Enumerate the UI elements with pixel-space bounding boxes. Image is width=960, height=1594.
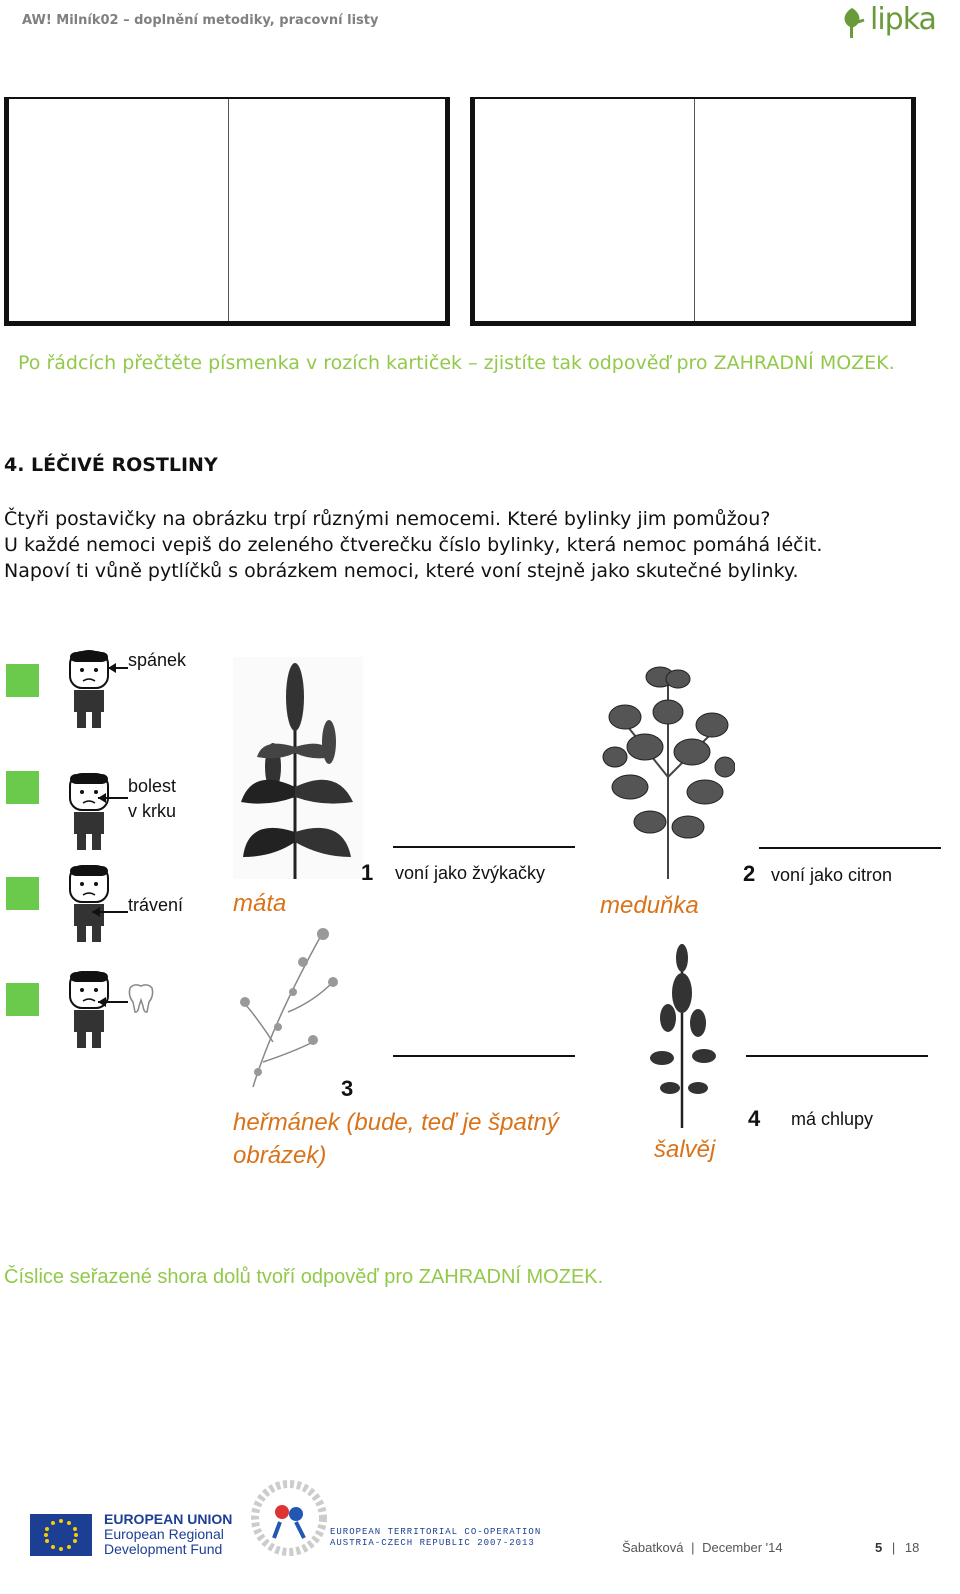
herb-name: šalvěj	[654, 1136, 716, 1163]
etc-text	[330, 1527, 541, 1549]
answer-square[interactable]	[6, 664, 39, 697]
footer-author: Šabatková	[622, 1540, 684, 1555]
card-divider	[228, 99, 229, 321]
etc-line: AUSTRIA-CZECH REPUBLIC 2007-2013	[330, 1538, 535, 1548]
answer-square[interactable]	[6, 983, 39, 1016]
footer-date: December '14	[702, 1540, 783, 1555]
eu-line: Development Fund	[104, 1541, 223, 1557]
eu-line: European Regional	[104, 1526, 224, 1542]
instruction-green: Po řádcích přečtěte písmenka v rozích kartiček – zjistíte tak odpověď pro ZAHRADNÍ MOZEK.	[18, 352, 895, 374]
herb-name: meduňka	[600, 892, 699, 919]
herb-number: 4	[748, 1106, 761, 1131]
boy-figure-icon	[62, 770, 132, 854]
answer-line	[746, 1055, 928, 1057]
logo-text: lipka	[870, 2, 936, 37]
page-total: 18	[904, 1540, 920, 1555]
eu-fund-text	[104, 1512, 232, 1557]
lemon-balm-plant-drawing	[600, 657, 735, 879]
page-number: 5	[875, 1540, 883, 1555]
paragraph-line: U každé nemoci vepiš do zeleného čtverečku číslo bylinky, která nemoc pomáhá léčit.	[4, 534, 823, 556]
cz-cooperation-logo	[250, 1478, 328, 1558]
herb-name: máta	[233, 890, 287, 917]
tooth-icon	[126, 982, 156, 1014]
herb-scent: voní jako žvýkačky	[395, 863, 546, 883]
eu-line: EUROPEAN UNION	[104, 1511, 233, 1527]
answer-line	[393, 1055, 575, 1057]
section-paragraph	[4, 506, 954, 584]
leaf-icon	[840, 6, 866, 40]
ailment-label-digestion: trávení	[128, 895, 184, 915]
herb-number: 3	[341, 1076, 354, 1101]
answer-note: Číslice seřazené shora dolů tvoří odpověď pro ZAHRADNÍ MOZEK.	[4, 1266, 604, 1288]
section-heading: 4. LÉČIVÉ ROSTLINY	[4, 454, 218, 476]
paragraph-line: Čtyři postavičky na obrázku trpí různými nemocemi. Které bylinky jim pomůžou?	[4, 508, 771, 530]
ailment-label-throat	[128, 774, 176, 824]
footer-page: 5 | 18	[875, 1540, 920, 1555]
answer-line	[393, 846, 575, 848]
herb-number: 1	[361, 860, 374, 885]
document-header-title: AW! Milník02 – doplnění metodiky, pracovní listy	[22, 13, 379, 28]
answer-square[interactable]	[6, 771, 39, 804]
herb-name-line: obrázek)	[233, 1142, 327, 1169]
etc-line: EUROPEAN TERRITORIAL CO-OPERATION	[330, 1527, 542, 1537]
herb-name-line: heřmánek (bude, teď je špatný	[233, 1109, 559, 1136]
card-pair-right	[470, 97, 916, 326]
sage-plant-drawing	[640, 938, 725, 1128]
herb-scent: má chlupy	[791, 1109, 874, 1129]
answer-square[interactable]	[6, 877, 39, 910]
chamomile-plant-drawing	[233, 922, 343, 1090]
eu-flag-icon	[30, 1514, 92, 1556]
herb-name	[233, 1106, 559, 1172]
lipka-logo	[848, 4, 948, 44]
ailment-label-line: v krku	[128, 801, 177, 821]
paragraph-line: Napoví ti vůně pytlíčků s obrázkem nemoci, které voní stejně jako skutečné bylinky.	[4, 560, 799, 582]
ailment-label-line: bolest	[128, 776, 177, 796]
boy-figure-icon	[62, 648, 132, 732]
boy-figure-icon	[62, 862, 132, 946]
card-divider	[694, 99, 695, 321]
card-pair-left	[4, 97, 450, 326]
mint-plant-drawing	[233, 657, 363, 879]
herb-scent: voní jako citron	[771, 865, 893, 885]
boy-figure-icon	[62, 968, 132, 1052]
footer-meta: Šabatková | December '14	[622, 1540, 783, 1555]
herb-number: 2	[743, 861, 756, 886]
answer-line	[759, 847, 941, 849]
ailment-label-sleep: spánek	[128, 650, 187, 670]
